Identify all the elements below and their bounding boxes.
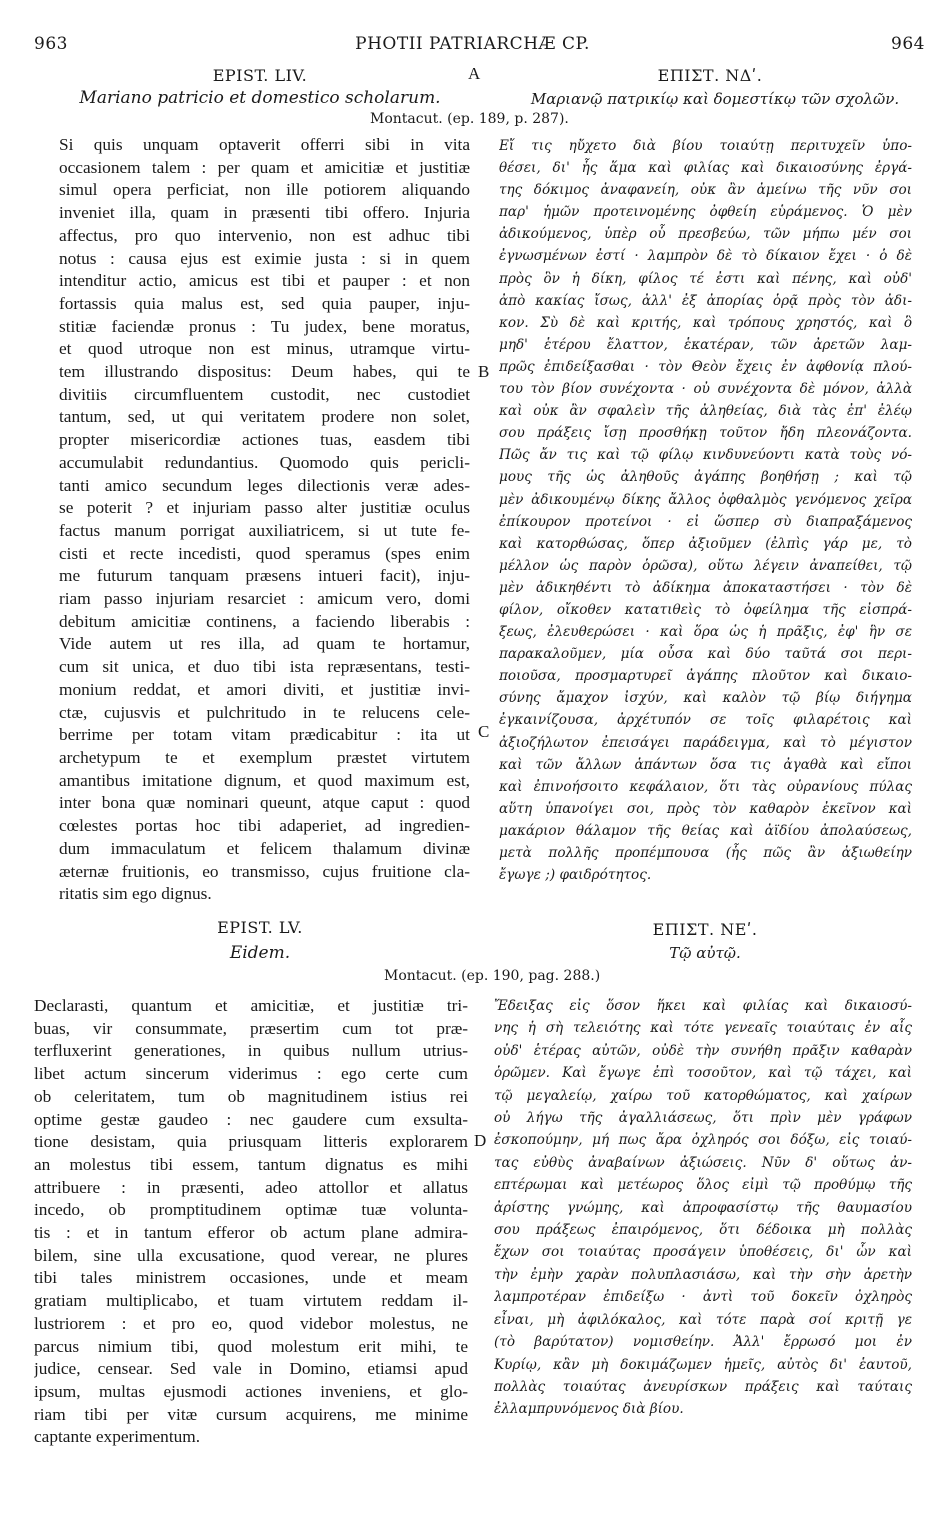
margin-marker-a: A xyxy=(468,64,481,83)
text-line: νης ἡ σὴ τελειότης καὶ τότε γενεαῖς τοιαύταις ἐν αἷς xyxy=(494,1020,912,1037)
text-line: μους τῆς ὡς ἀληθοῦς ἀγάπης βοηθήσῃ ; καὶ τῷ xyxy=(499,469,912,486)
page-number-right: 964 xyxy=(891,34,925,54)
text-line: riam tibi per vitæ cursum acquirens, me minime xyxy=(34,1404,468,1424)
text-line: πολλὰς τοιαύτας ἀνευρίσκων πράξεις καὶ ταύταις xyxy=(494,1378,912,1395)
text-line: ipsum, multas ejusmodi actiones inveniens, et glo- xyxy=(34,1381,468,1401)
epist54-latin-subtitle: Mariano patricio et domestico scholarum. xyxy=(79,88,441,108)
text-line: inveniet illa, quam in præsenti tibi offero. Injuria xyxy=(59,203,470,223)
text-line: tis : et in tantum efferor ob actum plane admira- xyxy=(34,1223,468,1243)
text-line: simul opera perficiat, non ille potiorem aliquando xyxy=(59,180,470,200)
text-line: fortassis quia malus est, sed quia pauper, inju- xyxy=(59,293,470,313)
epist55-greek-text xyxy=(494,995,912,1421)
text-line: ἐγκαινίζουσα, ἀρχέτυπόν σε τοῖς φιλαρέτοις καὶ xyxy=(499,712,912,729)
text-line: σου πράξεως ἐπαιρόμενος, ὅτι δέδοικα μὴ πολλὰς xyxy=(494,1222,912,1239)
text-line: ritatis sim ego dignus. xyxy=(59,884,212,904)
text-line: se poterit ? et injuriam passo alter justitiæ oculus xyxy=(59,498,470,518)
text-line: intenditur actio, amicus est tibi et pauper : et non xyxy=(59,271,470,291)
text-line: μετὰ πολλῆς προπέμπουσα (ἧς πῶς ἂν ἀξιωθείην xyxy=(499,845,912,861)
text-line: μὲν ἀδικουμένῳ δίκης ἄλλος ὀφθαλμὸς γενόμενος χεῖρα xyxy=(499,491,912,508)
epist55-latin-text xyxy=(34,995,468,1449)
text-line: buas, vir consummate, præsertim cum tot præ- xyxy=(34,1018,468,1038)
text-line: πρῶς ἐπιδείξασθαι · τὸν Θεὸν ἔχεις ἐν ἀφθονίᾳ πλού- xyxy=(499,358,912,375)
text-line: Ἔδειξας εἰς ὅσον ἥκει καὶ φιλίας καὶ δικαιοσύ- xyxy=(494,998,912,1014)
text-line: παρ' ἡμῶν προτεινομένης ὀφθείη εὑράμενος. Ὁ μὲν xyxy=(499,204,912,221)
text-line: μέλλον ὡς παρὸν ὁρῶσα), οὕτω λέγειν ἀναπείθει, τῷ xyxy=(499,557,912,574)
epist54-latin-text xyxy=(59,134,470,906)
text-line: καὶ τῶν ἄλλων ἁπάντων ὅσα τις ἀγαθὰ καὶ εἴποι xyxy=(499,756,912,773)
text-line: archetypum te et exemplum præstet virtutem xyxy=(59,747,470,767)
text-line: μακάριον θάλαμον τῆς θείας καὶ ἀϊδίου ἀπολαύσεως, xyxy=(499,822,912,839)
text-line: tanti amico secundum leges dilectionis veræ ades- xyxy=(59,475,470,495)
text-line: οὐ λήγω τῆς ἀγαλλιάσεως, ὅτι πρὶν μὲν γράφων xyxy=(494,1110,912,1127)
text-line: καὶ κατορθώσας, ὅπερ ἀξιοῦμεν (ἐλπὶς γάρ με, τὸ xyxy=(499,535,912,552)
text-line: του τὸν βίον συνέχοντα · οὐ συνέχοντα δὲ μόνον, ἀλλὰ xyxy=(499,381,912,398)
text-line: dum immaculatum et felicem thalamum divinæ xyxy=(59,838,470,858)
text-line: παρακαλοῦμεν, μία οὖσα καὶ δύο ταῦτά σοι περι- xyxy=(499,646,912,663)
text-line: ἔχων σοι τοιαύτας προσάγειν ὑποθέσεις, δι' ὧν καὶ xyxy=(494,1244,912,1261)
text-line: καὶ οὐκ ἂν σφαλεὶν τῆς ἀληθείας, διὰ τὰς ἐπ' ἐλέῳ xyxy=(499,403,912,420)
text-line: αὕτη ὑπανοίγει σοι, πρὸς τὸν καθαρὸν ἐκεῖνον καὶ xyxy=(499,800,912,817)
text-line: τας εὐθὺς ἀναβαίνων ἀξιώσεις. Νῦν δ' οὕτως ἀν- xyxy=(494,1154,912,1171)
text-line: stitiæ faciendæ pronus : Tu judex, bene moratus, xyxy=(59,316,470,336)
text-line: σου πράξεις ἴσῃ προσθήκῃ τοῦτον ἤδη πλεονάζοντα. xyxy=(499,425,912,442)
text-line: φίλον, οἴκοθεν κατατιθεὶς τὸ ὀφείλημα τῆς εἰσπρά- xyxy=(499,601,912,618)
epist55-latin-subtitle: Eidem. xyxy=(229,943,291,963)
margin-marker-c: C xyxy=(478,722,490,741)
text-line: debitum amicitiæ continens, a faciendo liberabis : xyxy=(59,611,470,631)
text-line: πρὸς ὃν ἡ δίκη, φίλος τέ ἐστι καὶ πένης, καὶ οὐδ' xyxy=(499,270,912,287)
page-number-left: 963 xyxy=(34,34,68,54)
text-line: ἀδικούμενος, ὑπὲρ οὗ πρεσβεύω, τῶν μήπω μέν σοι xyxy=(499,226,912,243)
text-line: Εἴ τις ηὔχετο διὰ βίου τοιαύτῃ περιτυχεῖν ὑπο- xyxy=(499,138,912,154)
text-line: επτέρωμαι καὶ μετέωρος ὅλος εἰμὶ τῷ προθύμῳ τῆς xyxy=(494,1177,912,1194)
text-line: parcus nimium tibi, quod molestum erit mihi, te xyxy=(34,1336,468,1356)
text-line: tem illustrando dispositus: Deum habes, qui te xyxy=(59,362,470,382)
text-line: gratiam multiplicabo, et tuam virtutem reddam il- xyxy=(34,1291,468,1311)
text-line: riam passo injuriam resarciet : amicum vero, domi xyxy=(59,589,470,609)
text-line: cœlestes portas hoc tibi adaperiet, ad ingredien- xyxy=(59,816,470,836)
text-line: κον. Σὺ δὲ καὶ κριτής, καὶ τρόπους χρηστός, καὶ ὃ xyxy=(499,314,912,331)
text-line: καὶ ἐπινοήσοιτο κεφάλαιον, ὅτι τὰς οὐρανίους πύλας xyxy=(499,778,912,795)
text-line: ἀξιοζήλωτον ἐπεισάγει παράδειγμα, καὶ τὸ μέγιστον xyxy=(499,734,912,751)
running-title: PHOTII PATRIARCHÆ CP. xyxy=(355,34,590,54)
text-line: ἀπὸ κακίας ἴσως, ἀλλ' ἐξ ἀπορίας ὁρᾷ πρὸς τὸν ἀδι- xyxy=(499,292,912,309)
text-line: ἐλλαμπρυνόμενος διὰ βίου. xyxy=(494,1401,684,1418)
text-line: an molestus tibi essem, tantum dignatus es mihi xyxy=(34,1154,468,1174)
text-line: bilem, sine ulla excusatione, quod verear, ne plures xyxy=(34,1245,468,1265)
text-line: amantibus imitatione dignum, et quod maximum est, xyxy=(59,770,470,790)
epist54-greek-text xyxy=(499,135,912,886)
text-line: ἐπίκουρον προτείνοι · εἰ ὥσπερ σὺ διαπραξάμενος xyxy=(499,513,912,530)
text-line: terfluxerint generationes, in quibus nullum utrius- xyxy=(34,1041,468,1061)
text-line: incedo, ob promptitudinem optimæ tuæ volunta- xyxy=(34,1200,468,1220)
epist54-greek-subtitle: Μαριανῷ πατρικίῳ καὶ δομεστίκῳ τῶν σχολῶν. xyxy=(530,90,900,108)
text-line: captante experimentum. xyxy=(34,1427,201,1447)
epist54-source: Montacut. (ep. 189, p. 287). xyxy=(370,111,569,127)
text-line: libet actum sincerum viderimus : ego certe cum xyxy=(34,1064,468,1084)
text-line: τὴν ἐμὴν χαρὰν πολυπλασιάσω, καὶ τὴν σὴν ἀρετὴν xyxy=(494,1266,912,1283)
text-line: (τὸ βαρύτατον) νομισθείην. Ἀλλ' ἔρρωσό μοι ἐν xyxy=(494,1334,912,1351)
epist55-source: Montacut. (ep. 190, pag. 288.) xyxy=(384,968,601,984)
text-line: attribuere : in præsenti, adeo attollor et allatus xyxy=(34,1177,468,1197)
text-line: cum sit unica, et duo tibi ista repræsentans, testi- xyxy=(59,657,470,677)
text-line: affectus, pro quo intervenio, non est adhuc tibi xyxy=(59,225,470,245)
text-line: occasionem talem : per quam et amicitiæ et justitiæ xyxy=(59,157,470,177)
text-line: inter bona quæ nominari queunt, atque caput : quod xyxy=(59,793,470,813)
text-line: μηδ' ἑτέρου ἔλαττον, ἑκατέραν, τῶν ἀρετῶν λαμ- xyxy=(499,336,912,353)
text-line: æternæ fruitionis, eo transmisso, cujus fruitione cla- xyxy=(59,861,470,881)
text-line: Κυρίῳ, κἂν μὴ δοκιμάζωμεν ἡμεῖς, αὐτὸς δι' ἑαυτοῦ, xyxy=(494,1356,912,1373)
text-line: berrime per totam vitam prædicabitur : ita ut xyxy=(59,725,470,745)
text-line: τῷ μεγαλείῳ, χαίρω τοῦ κατορθώματος, καὶ χαίρων xyxy=(494,1087,912,1104)
margin-marker-d: D xyxy=(474,1131,487,1150)
text-line: ξεως, ἐλευθερώσει · καὶ ὅρα ὡς ἡ πρᾶξις, ἐφ' ἣν σε xyxy=(499,624,912,641)
text-line: ἐγνωσμένων ἐστί · λαμπρὸν δὲ τὸ δίκαιον ἔχει · ὁ δὲ xyxy=(499,248,912,265)
epist55-greek-title: ΕΠΙΣΤ. ΝΕʹ. xyxy=(652,920,758,939)
text-line: lustriorem : et pro eo, quod videbor molestus, ne xyxy=(34,1313,468,1333)
text-line: cisti et recte incedisti, quod speramus (spes enim xyxy=(59,543,470,563)
text-line: et quod utroque non est minus, utramque virtu- xyxy=(59,339,470,359)
text-line: judice, censear. Sed vale in Domino, etiamsi apud xyxy=(34,1359,468,1379)
text-line: tione desistam, quia priusquam litteris explorarem xyxy=(34,1132,468,1152)
text-line: Declarasti, quantum et amicitiæ, et justitiæ tri- xyxy=(34,996,468,1015)
text-line: ἀρίστης γνώμης, καὶ ἀπροφασίστῳ τῆς θαυμασίου xyxy=(494,1199,912,1216)
text-line: ob celeritatem, tum ob magnitudinem istius rei xyxy=(34,1086,468,1106)
text-line: notus : causa ejus est eximie justa : si in quem xyxy=(59,248,470,268)
text-line: monium reddat, et amori diviti, et justitiæ invi- xyxy=(59,679,470,699)
text-line: λαμπροτέραν ἐπιδείξω · ἀντὶ τοῦ δοκεῖν ὀχληρὸς xyxy=(494,1289,912,1306)
text-line: οὐδ' ἑτέρας αὐτῶν, οὐδὲ τὴν συνήθη πρᾶξιν καθαρὰν xyxy=(494,1042,912,1059)
text-line: μὲν ἀδικηθέντι τὸ ἀδίκημα ἀποκαταστήσει · τὸν δὲ xyxy=(499,579,912,596)
text-line: accumulabit redundantius. Quomodo quis pericli- xyxy=(59,452,470,472)
text-line: ἐσκοπούμην, μή πως ἄρα ὀχληρός σοι δόξω, εἰς τοιαύ- xyxy=(494,1132,912,1149)
text-line: εἶναι, μὴ ἀφιλόκαλος, καὶ τότε παρὰ σοί κριτῇ γε xyxy=(494,1311,912,1328)
text-line: tibi tales ministrem occasiones, unde et meam xyxy=(34,1268,468,1288)
text-line: optime gestæ gaudeo : nec gaudere cum exsulta- xyxy=(34,1109,468,1129)
text-line: ctæ, cujusvis et pulchritudo in te relucens cele- xyxy=(59,702,470,722)
text-line: tantum, sed, ut qui veritatem prodere non solet, xyxy=(59,407,470,427)
text-line: Πῶς ἄν τις καὶ τῷ φίλῳ κινδυνεύοντι κατὰ τοὺς νό- xyxy=(499,447,912,464)
text-line: Si quis unquam optaverit offerri sibi in vita xyxy=(59,135,470,154)
text-line: divitiis circumfluentem custodit, nec custodiet xyxy=(59,384,470,404)
text-line: θέσει, δι' ἧς ἅμα καὶ φιλίας καὶ δικαιοσύνης ἐργά- xyxy=(499,160,912,177)
text-line: της δόκιμος ἀναφανείη, οὐκ ἂν ἀμείνω τῆς νῦν σοι xyxy=(499,182,912,199)
text-line: propter misericordiæ actiones tuas, easdem tibi xyxy=(59,430,470,450)
text-line: ὁρῶμεν. Καὶ ἔγωγε ἐπὶ τοσοῦτον, καὶ τῷ τάχει, καὶ xyxy=(494,1065,912,1082)
text-line: Vide autem ut res illa, ad quam te hortamur, xyxy=(59,634,470,654)
text-line: me futurum tanquam præsens intueri facit), inju- xyxy=(59,566,470,586)
epist54-greek-title: ΕΠΙΣΤ. ΝΔʹ. xyxy=(657,66,763,85)
text-line: σύνης ἄμαχον ἰσχύν, καὶ καλὸν τῷ βίῳ διήγημα xyxy=(499,690,912,707)
text-line: factus manum porrigat auxiliatricem, si ut tute fe- xyxy=(59,520,470,540)
text-line: ἔγωγε ;) φαιδρότητος. xyxy=(499,867,652,884)
epist54-latin-title: EPIST. LIV. xyxy=(212,66,308,85)
text-line: ποιοῦσα, προσμαρτυρεῖ ἀγάπης πλοῦτον καὶ δικαιο- xyxy=(499,668,912,685)
epist55-greek-subtitle: Τῷ αὐτῷ. xyxy=(669,944,741,962)
margin-marker-b: B xyxy=(478,362,490,381)
epist55-latin-title: EPIST. LV. xyxy=(217,918,303,937)
